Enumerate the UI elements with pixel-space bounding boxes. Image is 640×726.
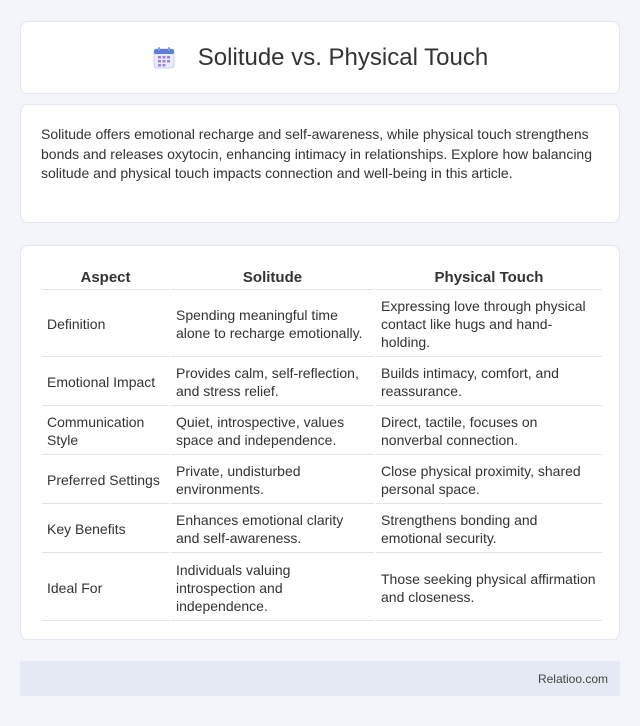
intro-card: [20, 104, 620, 223]
footer: [20, 661, 620, 696]
physical-touch-cell: Builds intimacy, comfort, and reassurance.: [376, 359, 602, 406]
intro-text: Solitude offers emotional recharge and self-awareness, while physical touch strengthens bonds and releases oxytocin, enhancing intimacy in relationships. Explore how balancing solitude and physical touch impacts connection and well-being in this article.: [41, 126, 592, 181]
physical-touch-cell: Expressing love through physical contact like hugs and hand-holding.: [376, 292, 602, 357]
solitude-cell: Spending meaningful time alone to recharge emotionally.: [171, 292, 374, 357]
footer-brand[interactable]: Relatioo.com: [537, 671, 608, 686]
table-row: [42, 292, 602, 357]
comparison-table: [40, 264, 604, 623]
table-row: [42, 408, 602, 455]
page-title: Solitude vs. Physical Touch: [197, 43, 489, 71]
solitude-cell: Enhances emotional clarity and self-awareness.: [171, 506, 374, 553]
comparison-card: [20, 245, 620, 640]
table-row: [42, 457, 602, 504]
aspect-cell: Ideal For: [42, 555, 169, 621]
solitude-cell: Private, undisturbed environments.: [171, 457, 374, 504]
header-physical-touch: Physical Touch: [376, 266, 602, 290]
physical-touch-cell: Direct, tactile, focuses on nonverbal connection.: [376, 408, 602, 455]
title-card: [20, 21, 620, 94]
solitude-cell: Provides calm, self-reflection, and stress relief.: [171, 359, 374, 406]
header-solitude: Solitude: [171, 266, 374, 290]
physical-touch-cell: Strengthens bonding and emotional security.: [376, 506, 602, 553]
physical-touch-cell: Close physical proximity, shared personal space.: [376, 457, 602, 504]
table-row: [42, 555, 602, 621]
aspect-cell: Definition: [42, 292, 169, 357]
aspect-cell: Preferred Settings: [42, 457, 169, 504]
calendar-icon: [152, 46, 176, 70]
header-aspect: Aspect: [42, 266, 169, 290]
aspect-cell: Emotional Impact: [42, 359, 169, 406]
table-row: [42, 506, 602, 553]
solitude-cell: Individuals valuing introspection and independence.: [171, 555, 374, 621]
table-row: [42, 359, 602, 406]
aspect-cell: Communication Style: [42, 408, 169, 455]
solitude-cell: Quiet, introspective, values space and independence.: [171, 408, 374, 455]
table-header-row: [42, 266, 602, 290]
aspect-cell: Key Benefits: [42, 506, 169, 553]
physical-touch-cell: Those seeking physical affirmation and closeness.: [376, 555, 602, 621]
